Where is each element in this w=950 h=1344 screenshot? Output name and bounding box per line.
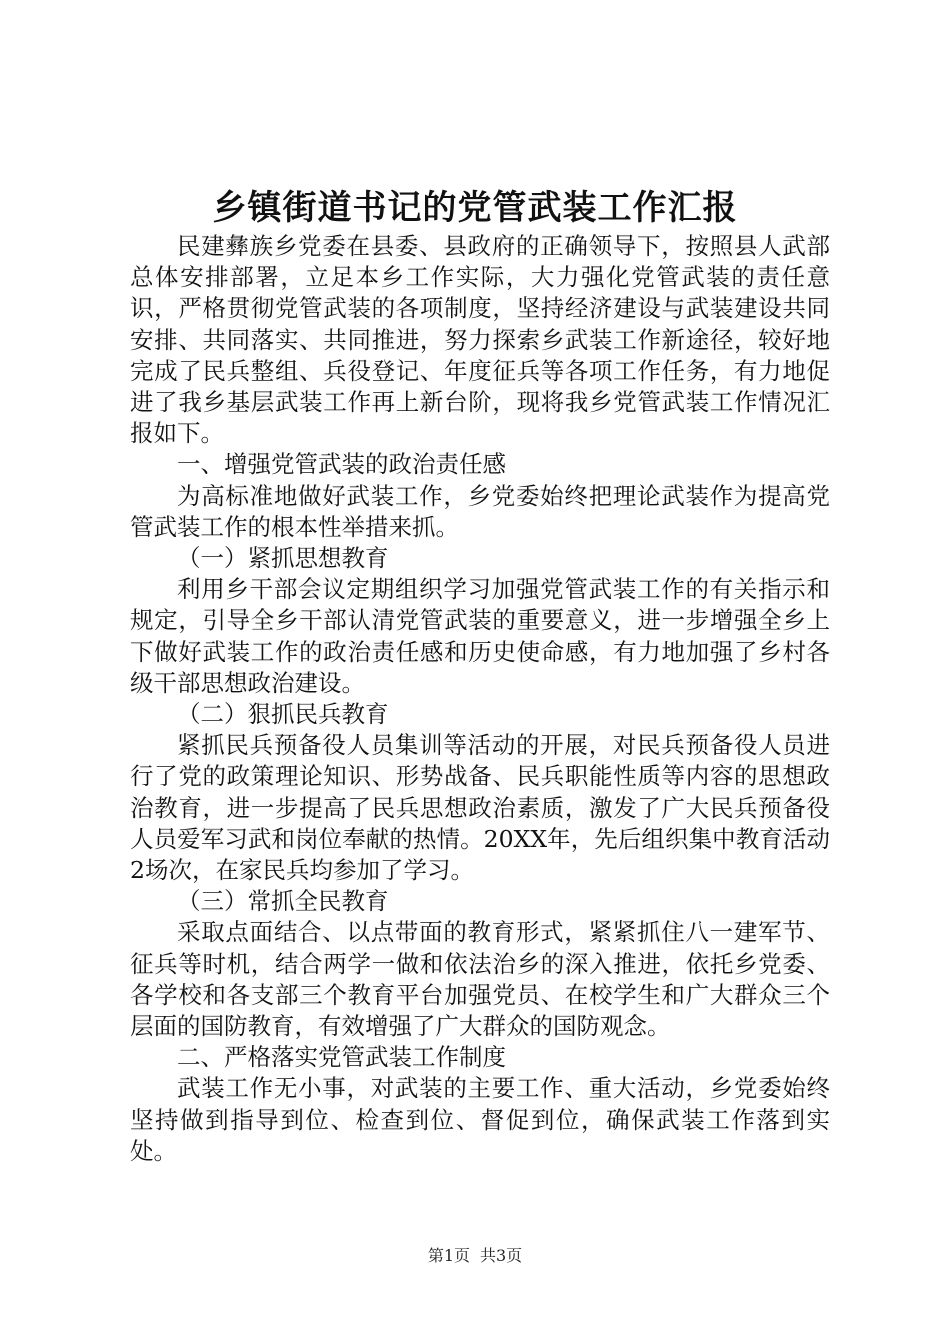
document-title: 乡镇街道书记的党管武装工作汇报: [212, 188, 738, 228]
section-heading-2: 二、严格落实党管武装工作制度: [177, 1043, 506, 1072]
subsection-heading: （一）紧抓思想教育: [177, 544, 389, 573]
page-footer: [0, 1244, 950, 1268]
subsection-heading: （三）常抓全民教育: [177, 887, 389, 916]
paragraph: 利用乡干部会议定期组织学习加强党管武装工作的有关指示和规定，引导全乡干部认清党管武装的重要意义，进一步增强全乡上下做好武装工作的政治责任感和历史使命感，有力地加强了乡村各级干部思想政治建设。: [130, 575, 830, 697]
document-body: [130, 231, 830, 1167]
subsection-heading: （二）狠抓民兵教育: [177, 700, 389, 729]
page-total: 共3页: [480, 1246, 523, 1265]
paragraph: 武装工作无小事，对武装的主要工作、重大活动，乡党委始终坚持做到指导到位、检查到位、督促到位，确保武装工作落到实处。: [130, 1074, 830, 1165]
page-number: 第1页: [427, 1246, 470, 1265]
paragraph: 为高标准地做好武装工作，乡党委始终把理论武装作为提高党管武装工作的根本性举措来抓。: [130, 481, 830, 541]
section-heading-1: 一、增强党管武装的政治责任感: [177, 450, 506, 479]
paragraph-intro: 民建彝族乡党委在县委、县政府的正确领导下，按照县人武部总体安排部署，立足本乡工作实际，大力强化党管武装的责任意识，严格贯彻党管武装的各项制度，坚持经济建设与武装建设共同安排、共同落实、共同推进，努力探索乡武装工作新途径，较好地完成了民兵整组、兵役登记、年度征兵等各项工作任务，有力地促进了我乡基层武装工作再上新台阶，现将我乡党管武装工作情况汇报如下。: [130, 232, 830, 448]
paragraph: 采取点面结合、以点带面的教育形式，紧紧抓住八一建军节、征兵等时机，结合两学一做和依法治乡的深入推进，依托乡党委、各学校和各支部三个教育平台加强党员、在校学生和广大群众三个层面的国防教育，有效增强了广大群众的国防观念。: [130, 918, 830, 1041]
paragraph: 紧抓民兵预备役人员集训等活动的开展，对民兵预备役人员进行了党的政策理论知识、形势战备、民兵职能性质等内容的思想政治教育，进一步提高了民兵思想政治素质，激发了广大民兵预备役人员爱军习武和岗位奉献的热情。20XX年，先后组织集中教育活动2场次，在家民兵均参加了学习。: [130, 731, 830, 885]
